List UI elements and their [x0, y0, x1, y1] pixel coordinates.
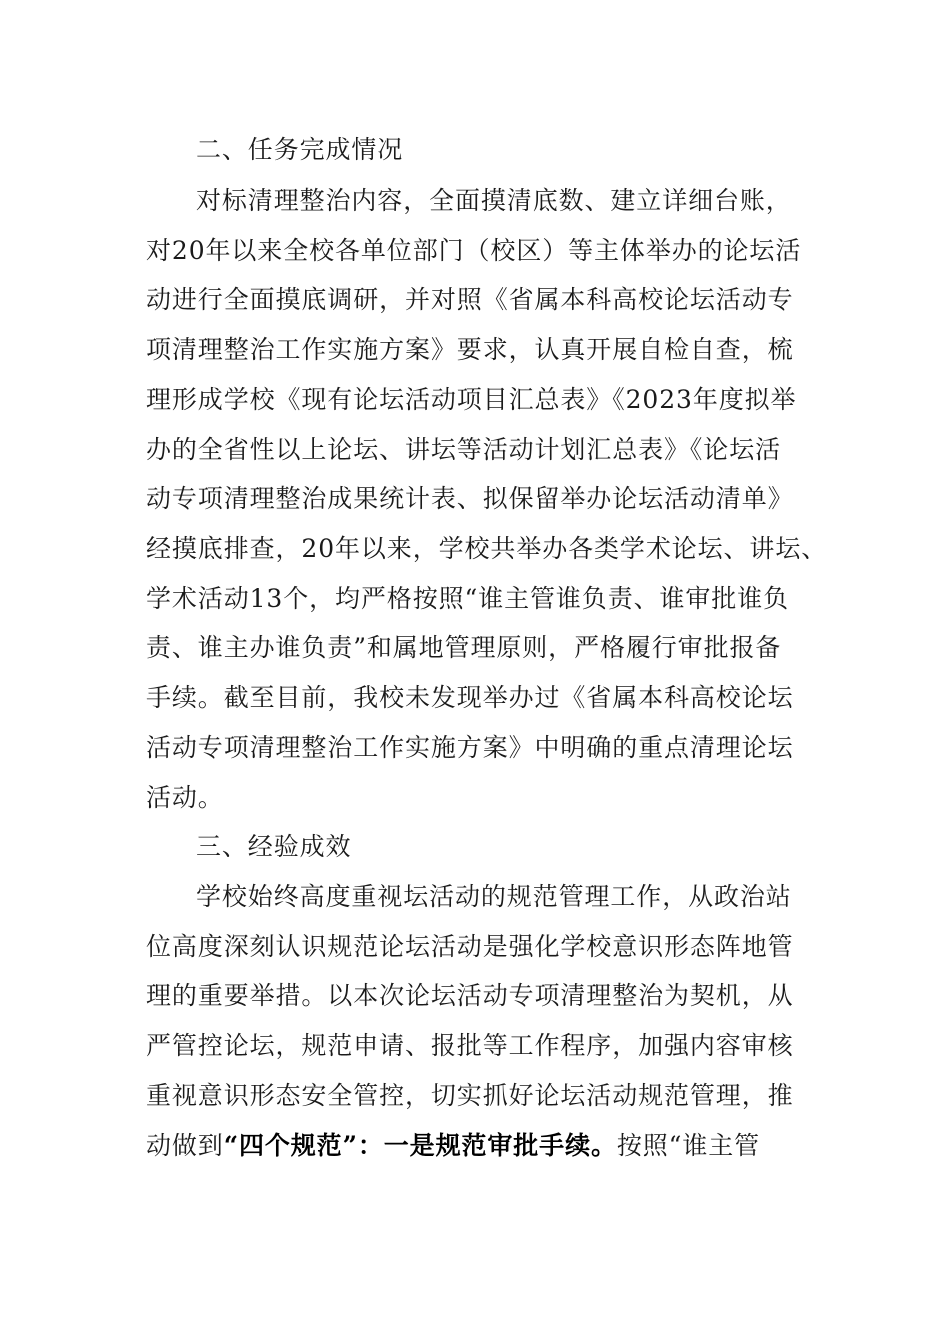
paragraph-line: 手续。截至目前，我校未发现举办过《省属本科高校论坛: [146, 683, 794, 712]
line-prefix: 动做到: [146, 1131, 224, 1160]
paragraph-line: 动专项清理整治成果统计表、拟保留举办论坛活动清单》: [146, 484, 794, 513]
paragraph-line: 学术活动13个，均严格按照“谁主管谁负责、谁审批谁负: [146, 584, 789, 613]
paragraph-line: 项清理整治工作实施方案》要求，认真开展自检自查，梳: [146, 335, 794, 364]
paragraph-line: 活动。: [146, 783, 224, 812]
paragraph-line: 位高度深刻认识规范论坛活动是强化学校意识形态阵地管: [146, 932, 794, 961]
paragraph-line: 对20年以来全校各单位部门（校区）等主体举办的论坛活: [146, 236, 802, 265]
section-heading-experience: 三、经验成效: [196, 832, 352, 861]
line-suffix: 按照“谁主管: [616, 1131, 761, 1160]
paragraph-line: 经摸底排查，20年以来，学校共举办各类学术论坛、讲坛、: [146, 534, 828, 563]
paragraph-line-mixed: [146, 1126, 826, 1166]
section-heading-task-completion: 二、任务完成情况: [196, 135, 404, 164]
paragraph-line: 重视意识形态安全管控，切实抓好论坛活动规范管理，推: [146, 1081, 794, 1110]
paragraph-line: 学校始终高度重视坛活动的规范管理工作，从政治站: [196, 882, 792, 911]
paragraph-line: 理形成学校《现有论坛活动项目汇总表》《2023年度拟举: [146, 385, 797, 414]
bold-emphasis: “四个规范”：一是规范审批手续。: [223, 1131, 617, 1160]
paragraph-line: 办的全省性以上论坛、讲坛等活动计划汇总表》《论坛活: [146, 435, 782, 464]
paragraph-line: 责、谁主办谁负责”和属地管理原则，严格履行审批报备: [146, 633, 782, 662]
paragraph-line: 活动专项清理整治工作实施方案》中明确的重点清理论坛: [146, 733, 794, 762]
paragraph-line: 严管控论坛，规范申请、报批等工作程序，加强内容审核: [146, 1031, 794, 1060]
paragraph-line: 对标清理整治内容，全面摸清底数、建立详细台账，: [196, 186, 792, 215]
paragraph-line: 动进行全面摸底调研，并对照《省属本科高校论坛活动专: [146, 285, 794, 314]
paragraph-line: 理的重要举措。以本次论坛活动专项清理整治为契机，从: [146, 981, 794, 1010]
